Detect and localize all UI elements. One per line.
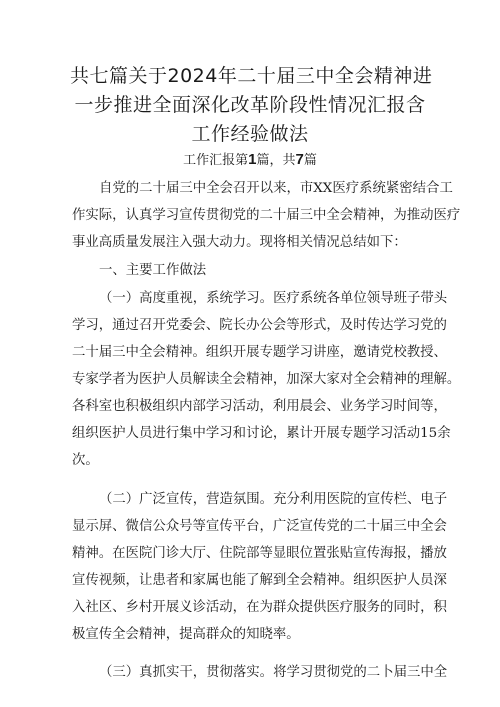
paragraph-line: 专家学者为医护人员解读全会精神，加深大家对全会精神的理解。: [72, 372, 461, 387]
paragraph-line: 入社区、乡村开展义诊活动，在为群众提供医疗服务的同时，积: [72, 600, 447, 615]
paragraph-line: 极宣传全会精神，提高群众的知晓率。: [72, 627, 300, 642]
intro-line: 自党的二十届三中全会召开以来，市XX医疗系统紧密结合工: [99, 181, 453, 196]
document-subtitle: [0, 151, 500, 170]
section-heading: 一、主要工作做法: [99, 263, 207, 278]
title-line: 一步推进全面深化改革阶段性情况汇报含: [74, 94, 426, 116]
title-line: 工作经验做法: [191, 123, 309, 145]
paragraph-line: 显示屏、微信公众号等宣传平台，广泛宣传党的二十届三中全会: [72, 519, 447, 534]
title-line: 共七篇关于2024年二十届三中全会精神进: [70, 65, 433, 87]
intro-line: 事业高质量发展注入强大动力。现将相关情况总结如下：: [72, 235, 407, 250]
paragraph-line: 精神。在医院门诊大厅、住院部等显眼位置张贴宣传海报，播放: [72, 546, 447, 561]
document-title: [70, 62, 433, 149]
paragraph-line: （三）真抓实干，贯彻落实。将学习贯彻党的二卜届三中全: [99, 665, 448, 680]
paragraph-line: （二）广泛宣传，营造氛围。充分利用医院的宣传栏、电子: [99, 492, 448, 507]
subtitle-suffix: 篇: [303, 153, 317, 168]
paragraph-line: 学习，通过召开党委会、院长办公会等形式，及时传达学习党的: [72, 318, 447, 333]
subtitle-number: 1: [248, 151, 257, 168]
paragraph-line: 次。: [72, 453, 99, 468]
paragraph-line: 宣传视频，让患者和家属也能了解到全会精神。组织医护人员深: [72, 573, 447, 588]
intro-line: 作实际，认真学习宣传贯彻党的二十届三中全会精神，为推动医疗: [72, 208, 461, 223]
subtitle-prefix: 工作汇报第: [183, 153, 249, 168]
subtitle-number: 7: [295, 151, 304, 168]
subtitle-mid: 篇，共: [256, 153, 296, 168]
paragraph-line: （一）高度重视，系统学习。医疗系统各单位领导班子带头: [99, 291, 448, 306]
paragraph-line: 二十届三中全会精神。组织开展专题学习讲座，邀请党校教授、: [72, 345, 447, 360]
paragraph-line: 各科室也积极组织内部学习活动，利用晨会、业务学习时间等，: [72, 399, 447, 414]
paragraph-line: 组织医护人员进行集中学习和讨论，累计开展专题学习活动15余: [72, 426, 451, 441]
